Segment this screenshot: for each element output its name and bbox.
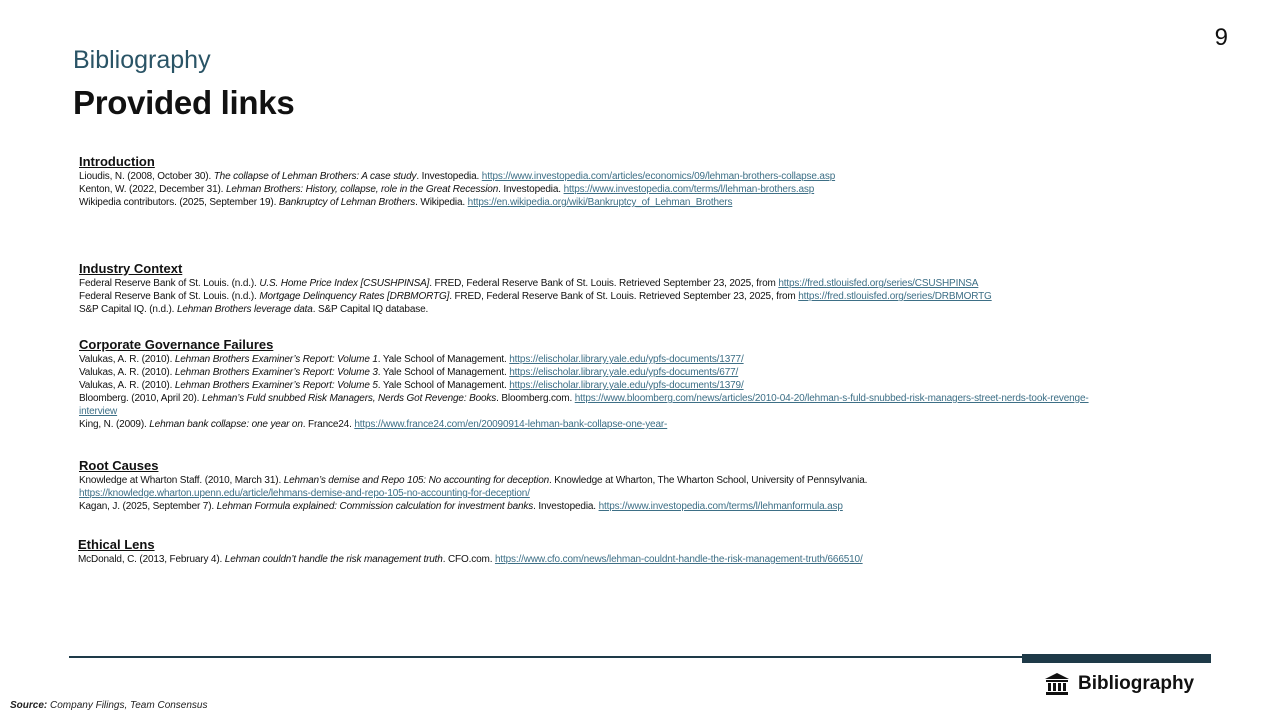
reference-link[interactable]: https://knowledge.wharton.upenn.edu/article/lehmans-demise-and-repo-105-no-accounting-for-deception/ — [79, 488, 530, 499]
reference-author-date: Wikipedia contributors. (2025, September 19). — [79, 197, 279, 208]
reference-link[interactable]: https://www.bloomberg.com/news/articles/2010-04-20/lehman-s-fuld-snubbed-risk-managers-street-nerds-took-revenge-interview — [79, 393, 1089, 417]
reference-title: Lehman Brothers: History, collapse, role in the Great Recession — [225, 184, 499, 195]
reference-title: Bankruptcy of Lehman Brothers — [278, 197, 416, 208]
reference-entry — [79, 379, 1099, 392]
reference-entry — [79, 392, 1099, 418]
reference-link[interactable]: https://www.investopedia.com/terms/l/lehmanformula.asp — [598, 501, 843, 512]
page-number: 9 — [1214, 24, 1228, 51]
reference-entry — [79, 183, 1099, 196]
section-heading: Corporate Governance Failures — [79, 337, 274, 352]
reference-link[interactable]: https://fred.stlouisfed.org/series/CSUSHPINSA — [778, 278, 979, 289]
reference-publisher: . Knowledge at Wharton, The Wharton School, University of Pennsylvania. — [549, 475, 868, 486]
section-ethical-lens — [78, 537, 1098, 566]
reference-title: The collapse of Lehman Brothers: A case study — [213, 171, 417, 182]
reference-entry — [79, 303, 1099, 316]
reference-entry — [79, 277, 1099, 290]
reference-entry — [79, 353, 1099, 366]
reference-title: Mortgage Delinquency Rates [DRBMORTG] — [259, 291, 450, 302]
reference-publisher: . S&P Capital IQ database. — [312, 304, 429, 315]
footer-label-text: Bibliography — [1078, 673, 1195, 694]
reference-list — [79, 353, 1099, 431]
reference-author-date: Valukas, A. R. (2010). — [79, 380, 175, 391]
reference-link[interactable]: https://fred.stlouisfed.org/series/DRBMORTG — [798, 291, 992, 302]
source-note — [10, 700, 208, 711]
section-heading: Ethical Lens — [78, 537, 155, 552]
reference-title: Lehman Brothers Examiner’s Report: Volume 1 — [174, 354, 378, 365]
reference-list — [79, 277, 1099, 316]
reference-publisher: . Yale School of Management. — [377, 380, 510, 391]
section-heading: Industry Context — [79, 261, 183, 276]
reference-title: U.S. Home Price Index [CSUSHPINSA] — [259, 278, 430, 289]
section-industry-context — [79, 261, 1099, 316]
reference-link[interactable]: https://www.france24.com/en/20090914-lehman-bank-collapse-one-year- — [354, 419, 668, 430]
reference-publisher: . Bloomberg.com. — [496, 393, 575, 404]
reference-link[interactable]: https://elischolar.library.yale.edu/ypfs-documents/1379/ — [509, 380, 744, 391]
reference-link[interactable]: https://en.wikipedia.org/wiki/Bankruptcy_of_Lehman_Brothers — [467, 197, 733, 208]
reference-link[interactable]: https://elischolar.library.yale.edu/ypfs-documents/1377/ — [509, 354, 744, 365]
reference-publisher: . France24. — [302, 419, 355, 430]
reference-list — [79, 474, 1099, 513]
reference-publisher: . Wikipedia. — [415, 197, 468, 208]
footer-accent-tab — [1022, 654, 1211, 663]
reference-entry — [79, 196, 1099, 209]
section-introduction — [79, 154, 1099, 209]
reference-link[interactable]: https://www.investopedia.com/terms/l/lehman-brothers.asp — [563, 184, 815, 195]
section-heading: Root Causes — [79, 458, 159, 473]
reference-publisher: . Investopedia. — [498, 184, 564, 195]
reference-title: Lehman Brothers Examiner’s Report: Volume 5 — [174, 380, 378, 391]
source-text: Company Filings, Team Consensus — [50, 700, 208, 711]
reference-author-date: Kenton, W. (2022, December 31). — [79, 184, 226, 195]
reference-entry — [79, 366, 1099, 379]
reference-entry — [78, 553, 1098, 566]
page-title: Provided links — [73, 84, 295, 121]
reference-publisher: . CFO.com. — [442, 554, 495, 565]
reference-author-date: Valukas, A. R. (2010). — [79, 367, 175, 378]
reference-publisher: . FRED, Federal Reserve Bank of St. Louis. Retrieved September 23, 2025, from — [429, 278, 779, 289]
reference-title: Lehman Formula explained: Commission calculation for investment banks — [216, 501, 534, 512]
reference-author-date: McDonald, C. (2013, February 4). — [78, 554, 225, 565]
section-root-causes — [79, 458, 1099, 513]
reference-author-date: Bloomberg. (2010, April 20). — [79, 393, 202, 404]
reference-link[interactable]: https://elischolar.library.yale.edu/ypfs-documents/677/ — [509, 367, 739, 378]
reference-entry — [79, 474, 1099, 500]
reference-title: Lehman Brothers Examiner’s Report: Volume 3 — [174, 367, 378, 378]
reference-author-date: S&P Capital IQ. (n.d.). — [79, 304, 177, 315]
reference-entry — [79, 418, 1099, 431]
reference-author-date: Kagan, J. (2025, September 7). — [79, 501, 217, 512]
bank-icon — [1044, 672, 1070, 696]
section-kicker: Bibliography — [73, 46, 211, 74]
reference-publisher: . Investopedia. — [416, 171, 482, 182]
reference-title: Lehman’s demise and Repo 105: No accounting for deception — [283, 475, 550, 486]
reference-entry — [79, 290, 1099, 303]
reference-publisher: . Yale School of Management. — [377, 354, 510, 365]
reference-entry — [79, 170, 1099, 183]
section-heading: Introduction — [79, 154, 155, 169]
reference-author-date: Federal Reserve Bank of St. Louis. (n.d.). — [79, 291, 260, 302]
reference-author-date: Federal Reserve Bank of St. Louis. (n.d.). — [79, 278, 260, 289]
reference-title: Lehman Brothers leverage data — [176, 304, 313, 315]
source-label: Source: — [10, 700, 48, 711]
reference-link[interactable]: https://www.cfo.com/news/lehman-couldnt-handle-the-risk-management-truth/666510/ — [494, 554, 863, 565]
reference-link[interactable]: https://www.investopedia.com/articles/economics/09/lehman-brothers-collapse.asp — [481, 171, 836, 182]
reference-entry — [79, 500, 1099, 513]
section-corporate-governance — [79, 337, 1099, 431]
reference-title: Lehman couldn’t handle the risk management truth — [224, 554, 443, 565]
reference-title: Lehman bank collapse: one year on — [149, 419, 303, 430]
reference-title: Lehman’s Fuld snubbed Risk Managers, Nerds Got Revenge: Books — [201, 393, 497, 404]
reference-list — [78, 553, 1098, 566]
reference-author-date: Knowledge at Wharton Staff. (2010, March 31). — [79, 475, 284, 486]
reference-publisher: . FRED, Federal Reserve Bank of St. Louis. Retrieved September 23, 2025, from — [449, 291, 799, 302]
footer-section-label — [1044, 670, 1194, 698]
reference-author-date: King, N. (2009). — [79, 419, 150, 430]
reference-author-date: Valukas, A. R. (2010). — [79, 354, 175, 365]
reference-list — [79, 170, 1099, 209]
reference-author-date: Lioudis, N. (2008, October 30). — [79, 171, 214, 182]
reference-publisher: . Investopedia. — [533, 501, 599, 512]
reference-publisher: . Yale School of Management. — [377, 367, 510, 378]
